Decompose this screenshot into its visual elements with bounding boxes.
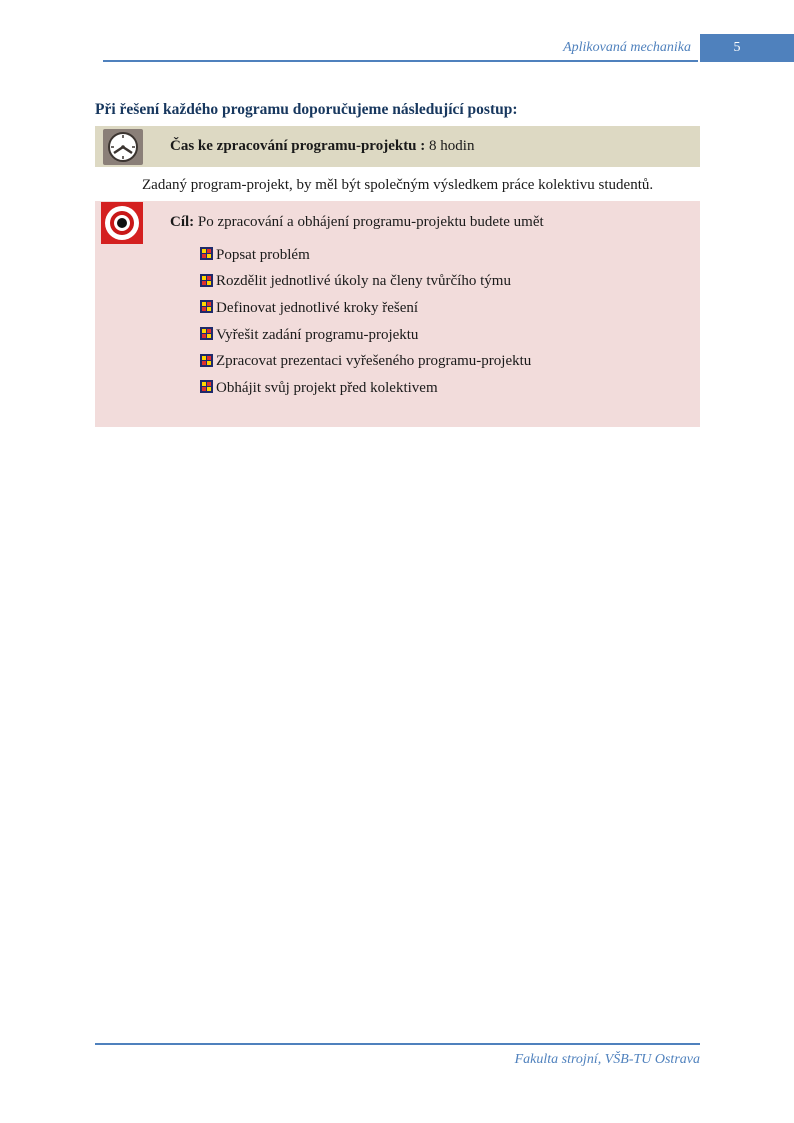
list-item [200, 322, 531, 349]
header-title: Aplikovaná mechanika [563, 40, 691, 55]
bullet-icon [200, 354, 213, 367]
header-divider [103, 60, 698, 62]
bullet-icon [200, 327, 213, 340]
section-heading: Při řešení každého programu doporučujeme následující postup: [95, 101, 518, 118]
page-number: 5 [733, 40, 741, 55]
time-value: 8 hodin [425, 138, 475, 154]
goal-text [170, 214, 544, 231]
list-item-text: Popsat problém [216, 246, 310, 263]
footer-divider [95, 1043, 700, 1045]
target-icon [101, 202, 143, 244]
goal-list [200, 242, 531, 402]
goal-label: Cíl: [170, 214, 195, 230]
goal-intro: Po zpracování a obhájení programu-projektu budete umět [194, 214, 544, 230]
list-item [200, 269, 531, 296]
list-item [200, 295, 531, 322]
time-label: Čas ke zpracování programu-projektu : [170, 138, 426, 154]
time-text [170, 138, 474, 155]
list-item [200, 348, 531, 375]
page-number-box [700, 34, 794, 62]
bullet-icon [200, 380, 213, 393]
list-item-text: Definovat jednotlivé kroky řešení [216, 299, 419, 316]
clock-icon [103, 129, 143, 165]
footer-text: Fakulta strojní, VŠB-TU Ostrava [514, 1052, 700, 1067]
assignment-text: Zadaný program-projekt, by měl být společným výsledkem práce kolektivu studentů. [142, 177, 654, 193]
list-item-text: Obhájit svůj projekt před kolektivem [216, 379, 438, 396]
bullet-icon [200, 274, 213, 287]
list-item [200, 375, 531, 402]
bullet-icon [200, 300, 213, 313]
list-item-text: Zpracovat prezentaci vyřešeného programu-projektu [216, 353, 532, 370]
list-item-text: Vyřešit zadání programu-projektu [216, 326, 419, 343]
list-item [200, 242, 531, 269]
list-item-text: Rozdělit jednotlivé úkoly na členy tvůrčího týmu [216, 273, 511, 290]
bullet-icon [200, 247, 213, 260]
